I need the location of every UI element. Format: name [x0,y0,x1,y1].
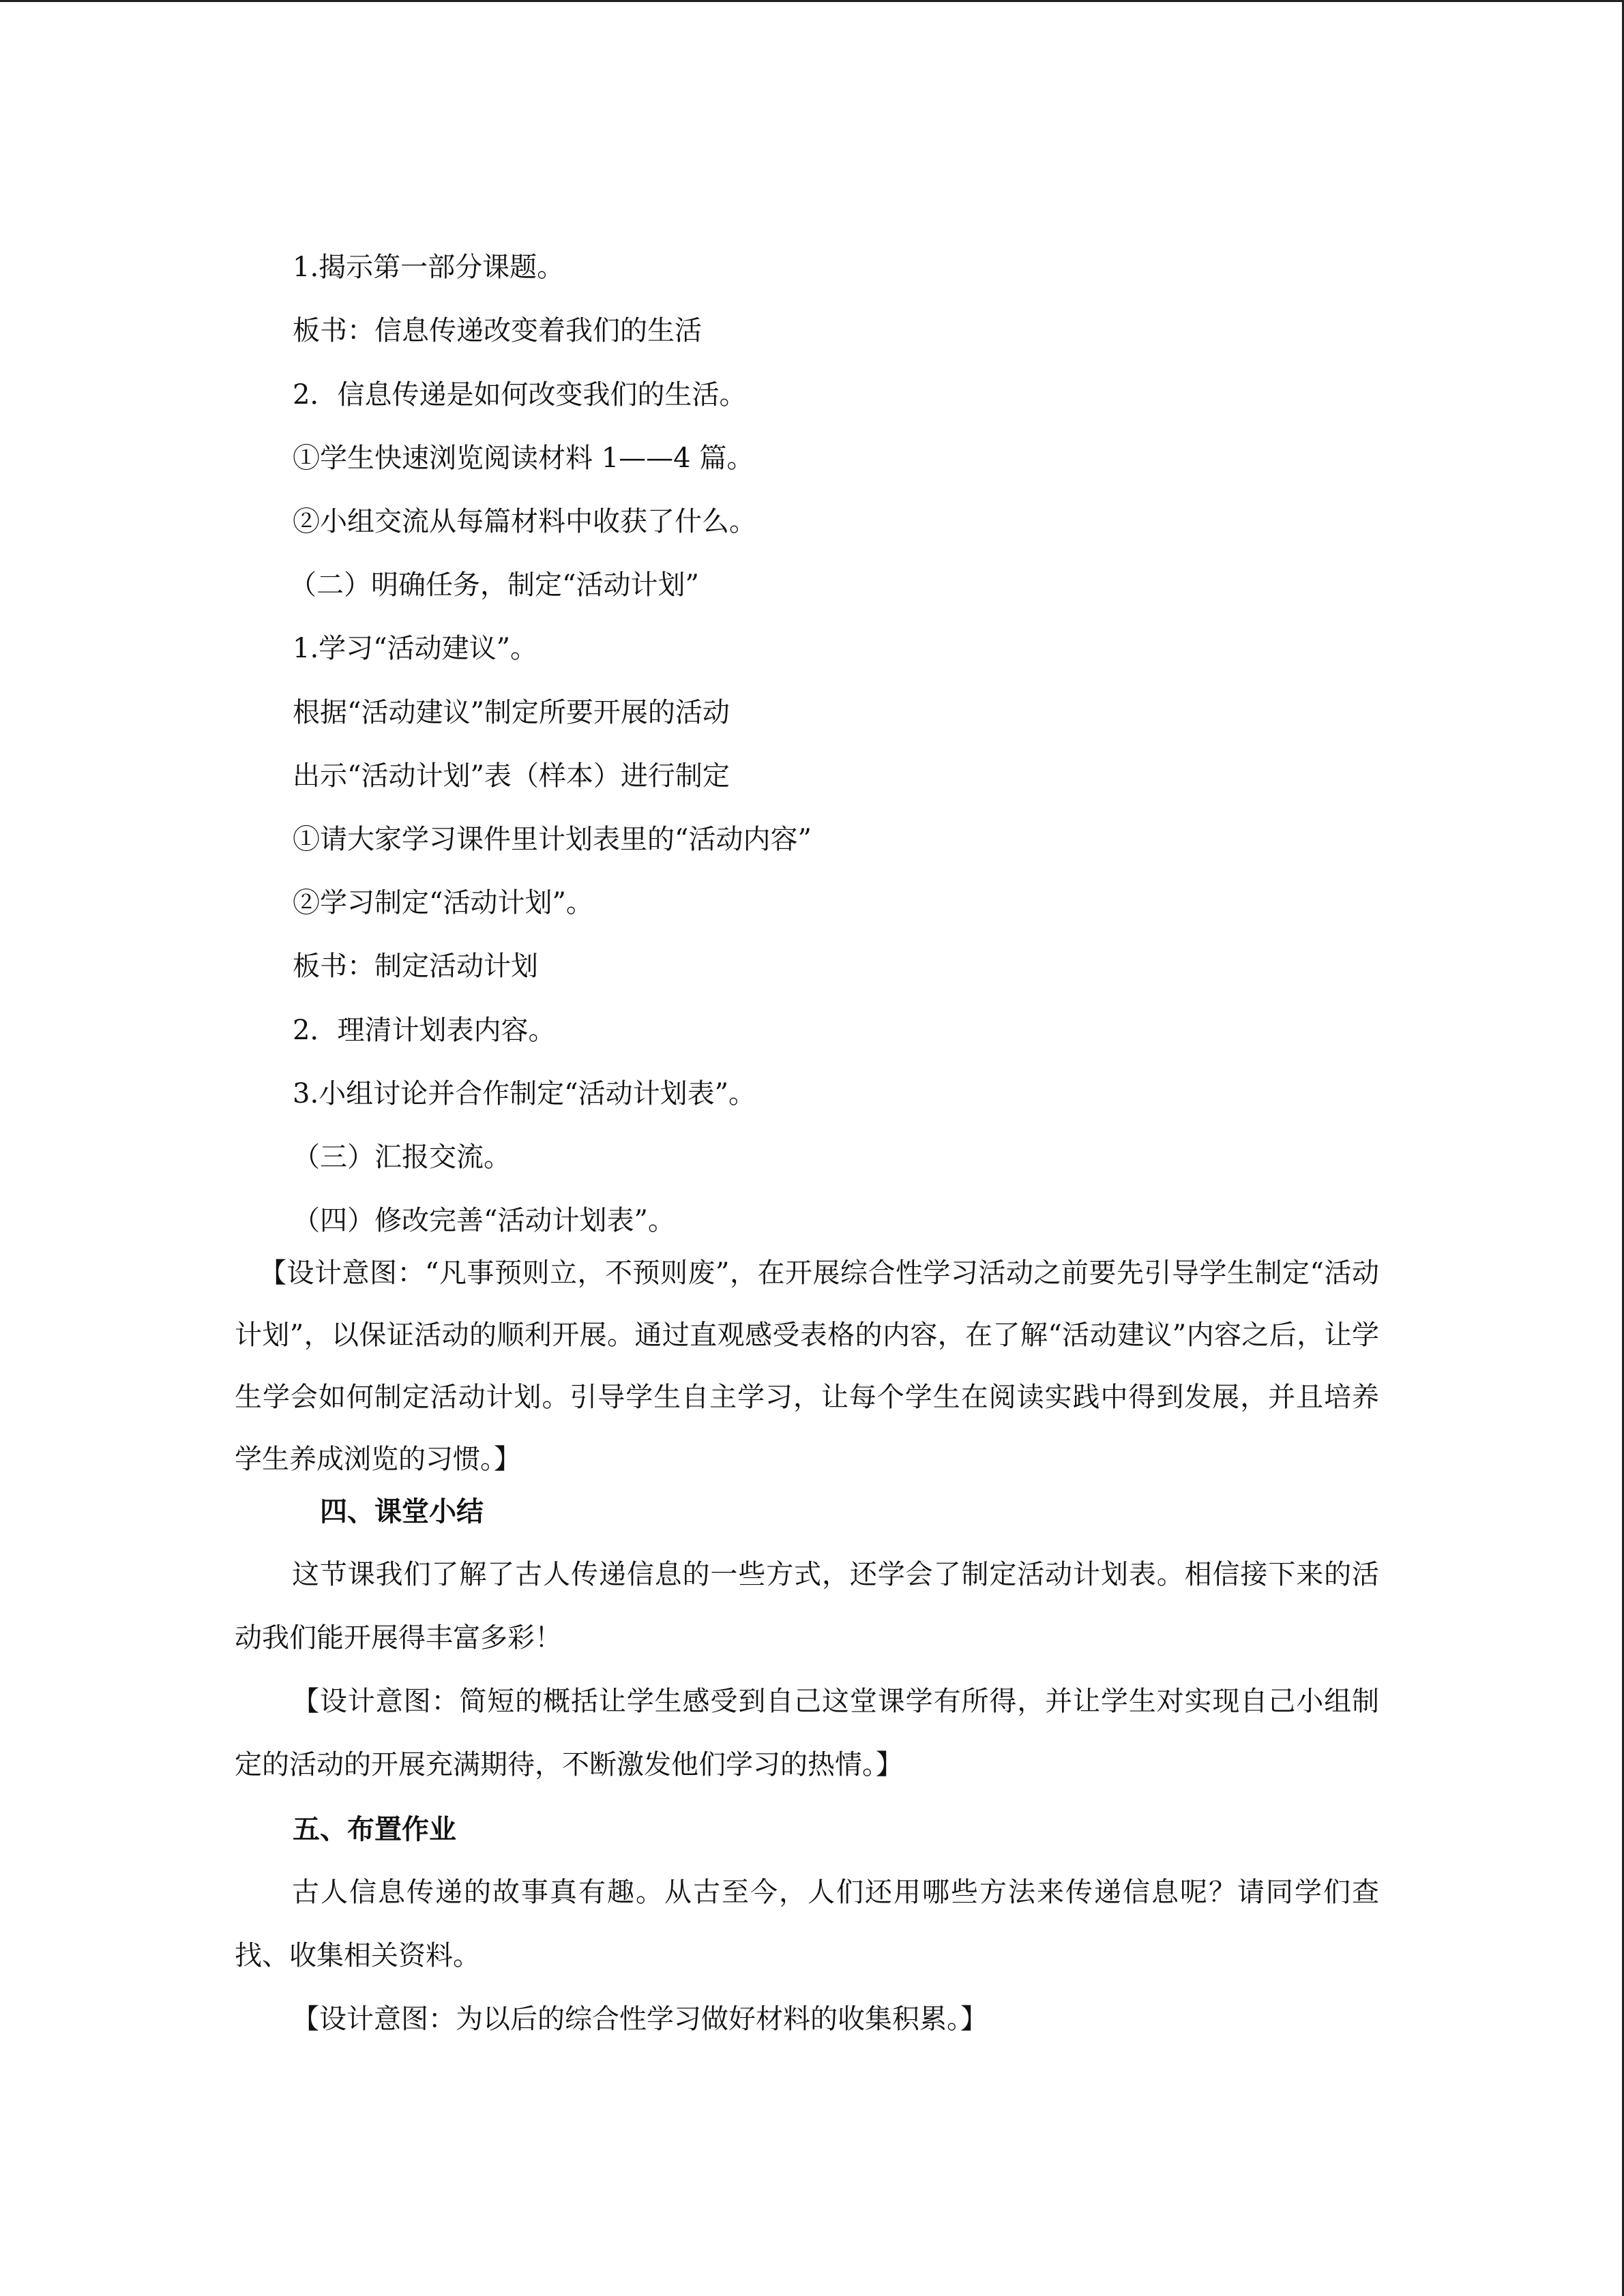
homework-paragraph: 古人信息传递的故事真有趣。从古至今，人们还用哪些方法来传递信息呢？请同学们查找、收集相关资料。 [235,1877,1379,1971]
summary-paragraph: 这节课我们了解了古人传递信息的一些方式，还学会了制定活动计划表。相信接下来的活动我们能开展得丰富多彩！ [235,1559,1379,1654]
design-intent-paragraph: 【设计意图：简短的概括让学生感受到自己这堂课学有所得，并让学生对实现自己小组制定的活动的开展充满期待，不断激发他们学习的热情。】 [235,1686,1379,1780]
section-heading: 四、课堂小结 [320,1495,484,1527]
text-line: ①学生快速浏览阅读材料 1——4 篇。 [293,443,754,474]
text-line: 板书：制定活动计划 [293,951,538,982]
text-line: ①请大家学习课件里计划表里的“活动内容” [293,824,812,855]
text-line: （四）修改完善“活动计划表”。 [293,1205,675,1236]
text-line: 根据“活动建议”制定所要开展的活动 [293,697,730,728]
design-intent-paragraph: 【设计意图：为以后的综合性学习做好材料的收集积累。】 [292,2003,988,2035]
text-line: ②学习制定“活动计划”。 [293,887,593,919]
text-line: 2．信息传递是如何改变我们的生活。 [293,379,747,411]
text-line: 板书：信息传递改变着我们的生活 [293,315,702,346]
section-heading: 五、布置作业 [293,1813,456,1845]
text-line: 1.揭示第一部分课题。 [293,252,565,283]
text-line: 1.学习“活动建议”。 [293,633,538,664]
text-line: （三）汇报交流。 [293,1142,511,1173]
text-line: ②小组交流从每篇材料中收获了什么。 [293,506,756,537]
text-line: 3.小组讨论并合作制定“活动计划表”。 [293,1078,756,1109]
text-line: 出示“活动计划”表（样本）进行制定 [293,760,730,792]
text-line: 2．理清计划表内容。 [293,1015,556,1046]
design-intent-paragraph: 【设计意图：“凡事预则立，不预则废”，在开展综合性学习活动之前要先引导学生制定“活动计划”，以保证活动的顺利开展。通过直观感受表格的内容，在了解“活动建议”内容之后，让学生学会如何制定活动计划。引导学生自主学习，让每个学生在阅读实践中得到发展，并且培养学生养成浏览的习惯。】 [235,1257,1379,1475]
text-line: （二）明确任务，制定“活动计划” [289,569,699,601]
